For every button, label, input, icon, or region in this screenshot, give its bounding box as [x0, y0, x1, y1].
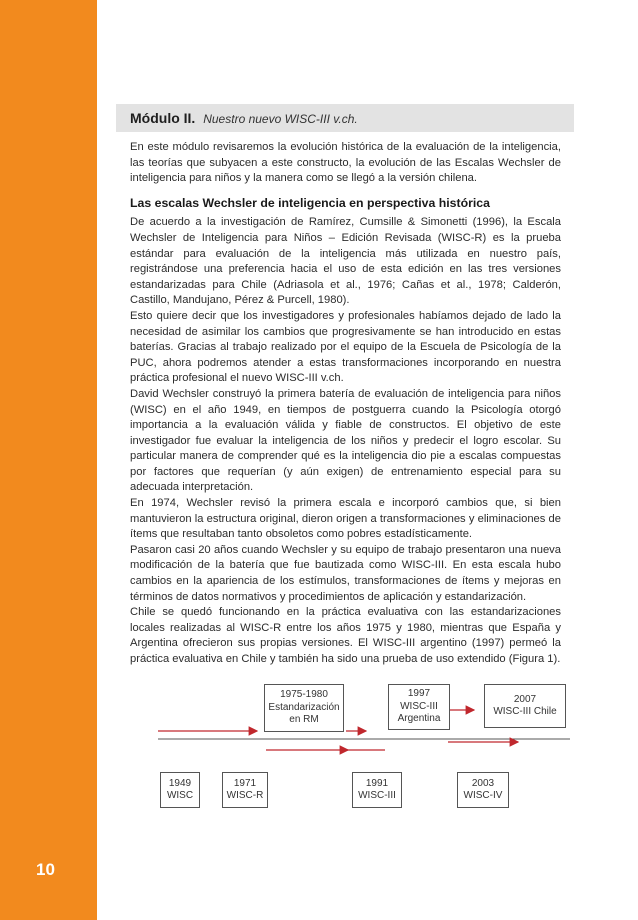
timeline-event-1991: 1991 WISC-III [352, 772, 402, 808]
timeline-event-2007: 2007 WISC-III Chile [484, 684, 566, 728]
paragraph: Pasaron casi 20 años cuando Wechsler y su equipo de trabajo presentaron una nueva modificación de la batería que fue bautizada como WISC-III. En esta escala hubo cambios en la apariencia de los estímulos, transformaciones de ítems y mejoras en términos de datos normativos y procedimientos de aplicación y estandarización. [130, 543, 561, 603]
module-label: Módulo II. [130, 110, 196, 126]
module-header [116, 104, 574, 132]
orange-sidebar [0, 0, 97, 920]
timeline-event-1975: 1975-1980 Estandarización en RM [264, 684, 344, 732]
module-subtitle: Nuestro nuevo WISC-III v.ch. [203, 112, 358, 126]
timeline-figure [130, 670, 570, 830]
timeline-event-1997: 1997 WISC-III Argentina [388, 684, 450, 730]
timeline-event-1971: 1971 WISC-R [222, 772, 268, 808]
paragraph: Chile se quedó funcionando en la práctica evaluativa con las estandarizaciones locales realizadas al WISC-R entre los años 1975 y 1980, mientras que España y Argentina ofrecieron sus propias versiones. El WISC-III argentino (1997) permeó la práctica evaluativa en Chile y también ha sido una prueba de uso extendido (Figura 1). [130, 606, 561, 665]
paragraph: David Wechsler construyó la primera batería de evaluación de inteligencia para niños (WISC) en el año 1949, en tiempos de postguerra cuando la Psicología otorgó importancia a la evaluación válida y fiable de constructos. El objetivo de este investigador fue evaluar la inteligencia de los niños y predecir el logro escolar. Su particular manera de comprender qué es la inteligencia dio pie a escalas compuestas por factores que requerían (y aún exigen) de entrenamiento especial para su adecuada interpretación. [130, 387, 561, 494]
module-title [130, 110, 358, 126]
paragraph: De acuerdo a la investigación de Ramírez, Cumsille & Simonetti (1996), la Escala Wechsler de Inteligencia para Niños – Edición Revisada (WISC-R) es la prueba estándar para evaluación de la inteligencia más utilizada en nuestro país, registrándose una preferencia hacia el uso de esta edición en las tres versiones estandarizadas para Chile (Adriasola et al., 1976; Cañas et al., 1978; Calderón, Castillo, Mandujano, Pérez & Purcell, 1980). [130, 216, 561, 307]
page-number: 10 [36, 860, 55, 879]
intro-paragraph: En este módulo revisaremos la evolución histórica de la evaluación de la inteligencia, las teorías que subyacen a este constructo, la evolución de las Escalas Wechsler de inteligencia para niños y la manera como se llegó a la versión chilena. [130, 141, 561, 185]
section-heading: Las escalas Wechsler de inteligencia en perspectiva histórica [130, 195, 490, 210]
timeline-event-2003: 2003 WISC-IV [457, 772, 509, 808]
body-content [130, 140, 561, 668]
paragraph: En 1974, Wechsler revisó la primera escala e incorporó cambios que, si bien mantuvieron la estructura original, dieron origen a transformaciones y eliminaciones de ítems que resultaban tanto obsoletos como pobres estadísticamente. [130, 497, 561, 541]
paragraph: Esto quiere decir que los investigadores y profesionales habíamos dejado de lado la necesidad de asimilar los cambios que progresivamente se han introducido en estas baterías. Gracias al trabajo realizado por el equipo de la Escuela de Psicología de la PUC, ahora podremos atender a estas transformaciones incorporando en nuestra práctica profesional el nuevo WISC-III v.ch. [130, 309, 561, 385]
timeline-event-1949: 1949 WISC [160, 772, 200, 808]
